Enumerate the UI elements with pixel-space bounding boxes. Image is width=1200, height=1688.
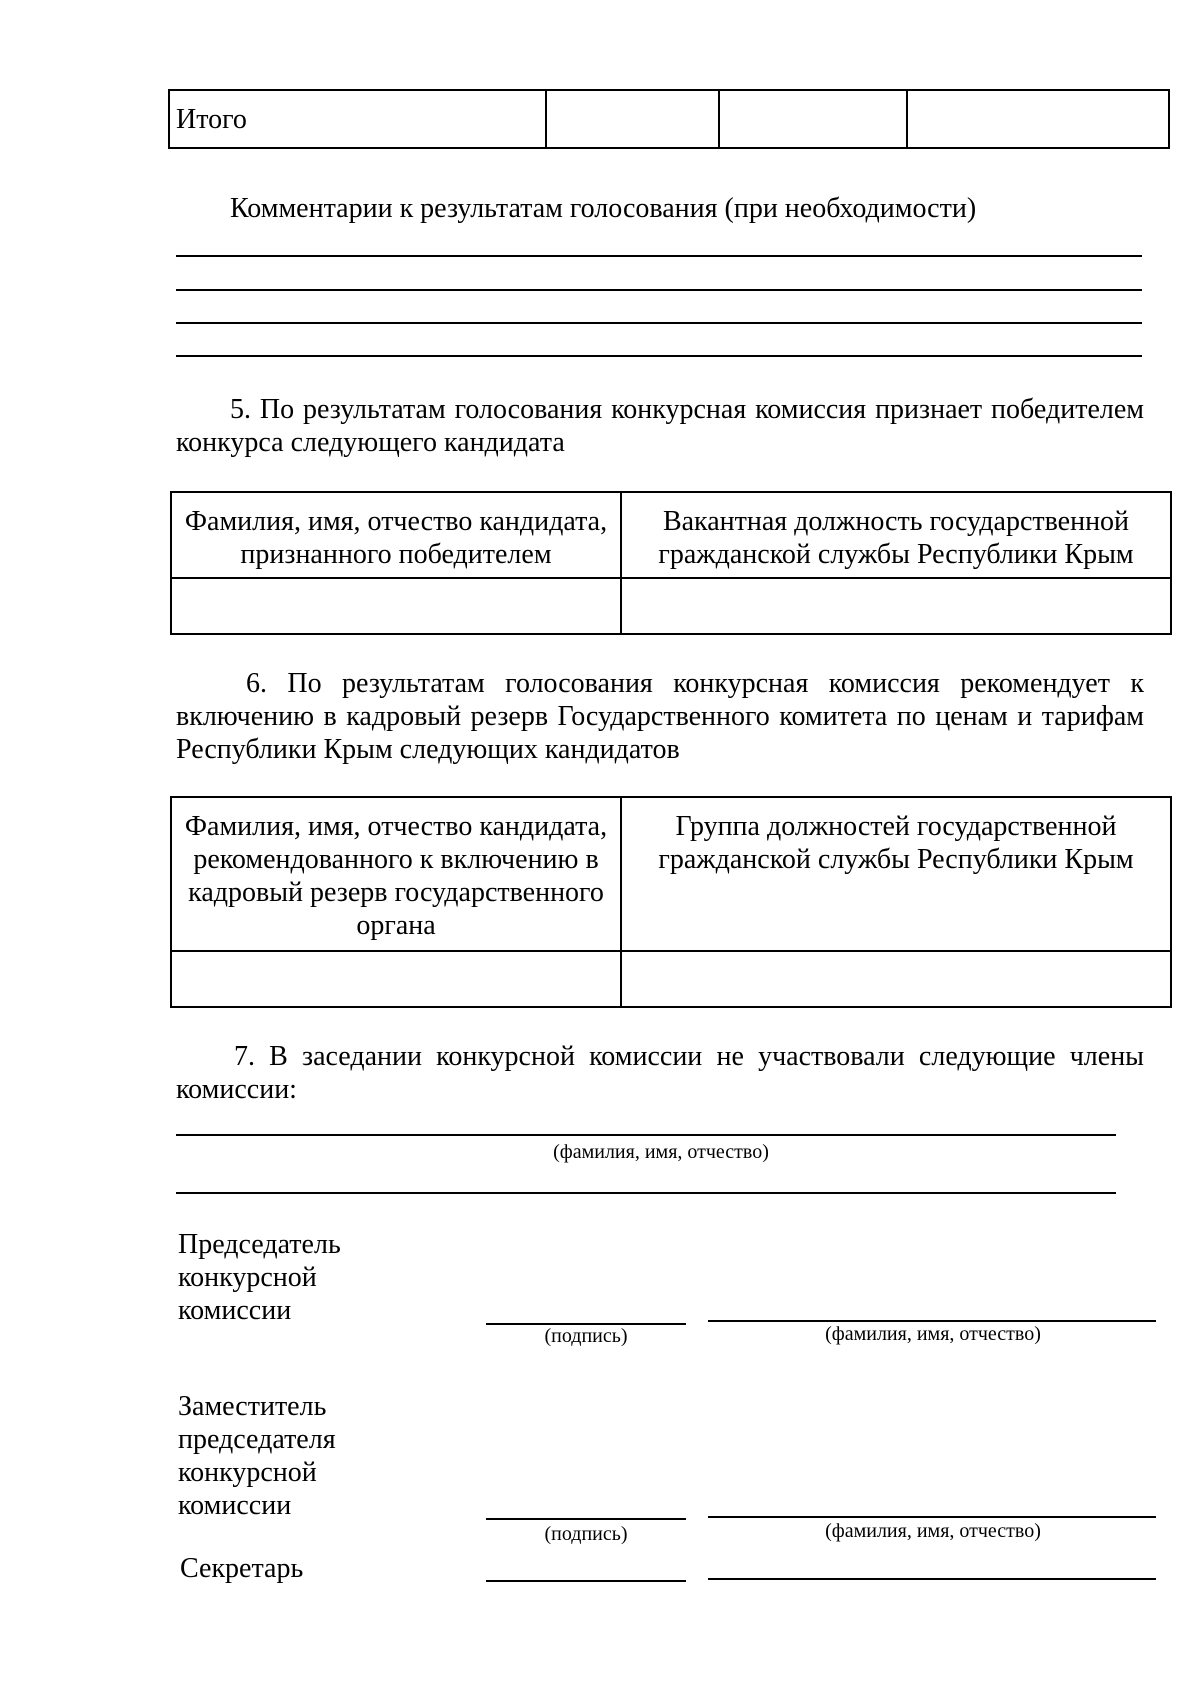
totals-label: Итого (169, 90, 546, 148)
winner-cell (621, 578, 1171, 634)
secretary-role: Секретарь (180, 1553, 304, 1584)
comment-line (176, 289, 1142, 291)
signature-line (486, 1518, 686, 1520)
winner-cell (171, 578, 621, 634)
name-line (708, 1578, 1156, 1580)
signature-line (486, 1580, 686, 1582)
reserve-cell (621, 951, 1171, 1007)
name-caption: (фамилия, имя, отчество) (825, 1520, 1041, 1542)
reserve-table (170, 796, 1172, 1008)
fio-caption: (фамилия, имя, отчество) (553, 1141, 769, 1163)
section7-text: 7. В заседании конкурсной комиссии не участвовали следующие члены комиссии: (176, 1041, 1144, 1105)
reserve-header-group: Группа должностей государственной гражданской службы Республики Крым (621, 797, 1171, 951)
chairman-role: Председатель конкурсной комиссии (178, 1229, 341, 1326)
winner-table (170, 491, 1172, 635)
section5-text: 5. По результатам голосования конкурсная комиссия признает победителем конкурса следующего кандидата (176, 394, 1144, 458)
reserve-header-name: Фамилия, имя, отчество кандидата, рекомендованного к включению в кадровый резерв государственного органа (171, 797, 621, 951)
absent-member-line (176, 1192, 1116, 1194)
totals-cell (719, 90, 907, 148)
name-line (708, 1516, 1156, 1518)
name-caption: (фамилия, имя, отчество) (825, 1323, 1041, 1345)
totals-table (168, 89, 1170, 149)
reserve-cell (171, 951, 621, 1007)
comment-line (176, 355, 1142, 357)
comments-label: Комментарии к результатам голосования (при необходимости) (230, 193, 977, 224)
comment-line (176, 322, 1142, 324)
signature-caption: (подпись) (544, 1523, 628, 1545)
winner-header-position: Вакантная должность государственной гражданской службы Республики Крым (621, 492, 1171, 578)
winner-header-name: Фамилия, имя, отчество кандидата, признанного победителем (171, 492, 621, 578)
totals-cell (546, 90, 719, 148)
deputy-role: Заместитель председателя конкурсной комиссии (178, 1391, 336, 1521)
section6-text: 6. По результатам голосования конкурсная комиссия рекомендует к включению в кадровый резерв Государственного комитета по ценам и тарифам Республики Крым следующих кандидатов (176, 668, 1144, 765)
absent-member-line (176, 1134, 1116, 1136)
totals-cell (907, 90, 1169, 148)
signature-caption: (подпись) (544, 1325, 628, 1347)
comment-line (176, 255, 1142, 257)
